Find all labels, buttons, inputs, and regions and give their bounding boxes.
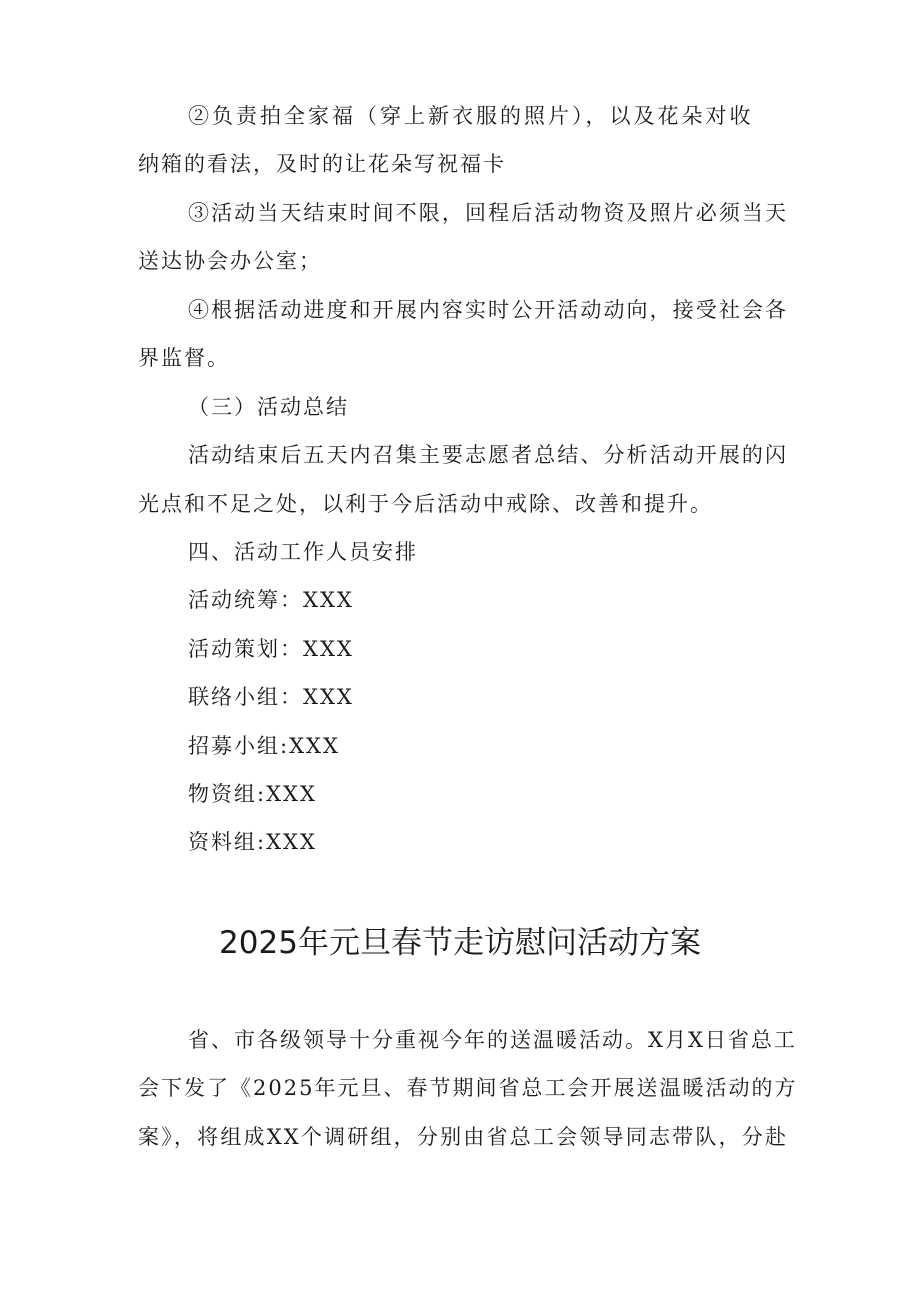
item-2-line-2: 纳箱的看法，及时的让花朵写祝福卡 [138,152,506,176]
document-title: 2025年元旦春节走访慰问活动方案 [219,925,701,961]
item-4-line-2: 界监督。 [138,346,230,370]
staff-role-planning: 活动策划：XXX [188,637,354,661]
body-paragraph-line-1: 省、市各级领导十分重视今年的送温暖活动。X月X日省总工 [188,1028,797,1052]
staffing-heading: 四、活动工作人员安排 [188,540,418,564]
item-3-line-1: ③活动当天结束时间不限，回程后活动物资及照片必须当天 [188,201,788,225]
item-2-line-1: ②负责拍全家福（穿上新衣服的照片），以及花朵对收 [188,104,754,128]
staff-role-materials: 资料组:XXX [188,830,317,854]
staff-role-supplies: 物资组:XXX [188,782,317,806]
item-4-line-1: ④根据活动进度和开展内容实时公开活动动向，接受社会各 [188,298,788,322]
staff-role-liaison: 联络小组：XXX [188,685,354,709]
summary-line-1: 活动结束后五天内召集主要志愿者总结、分析活动开展的闪 [188,443,788,467]
staff-role-coordination: 活动统筹：XXX [188,588,354,612]
body-paragraph-line-3: 案》，将组成XX个调研组，分别由省总工会领导同志带队，分赴 [138,1125,788,1149]
summary-heading: （三）活动总结 [188,395,349,419]
body-paragraph-line-2: 会下发了《2025年元旦、春节期间省总工会开展送温暖活动的方 [138,1076,798,1100]
item-3-line-2: 送达协会办公室； [138,249,322,273]
staff-role-recruitment: 招募小组:XXX [188,734,340,758]
summary-line-2: 光点和不足之处，以利于今后活动中戒除、改善和提升。 [138,492,713,516]
